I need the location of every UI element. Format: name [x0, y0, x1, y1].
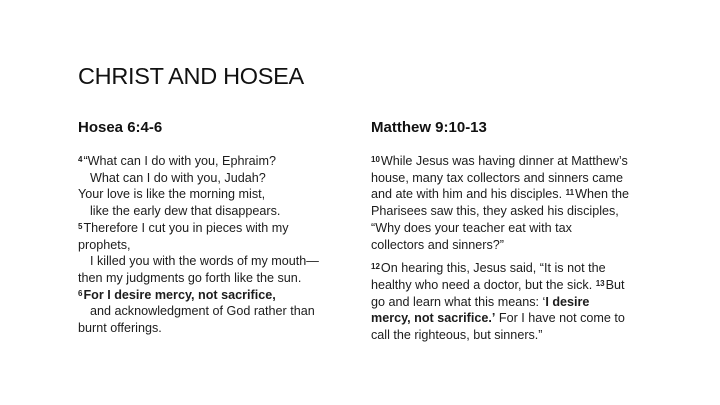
- passage-line: [371, 186, 656, 203]
- emphasis-text: I desire: [545, 294, 590, 309]
- passage-text: Your love is like the morning mist,: [78, 187, 266, 202]
- hosea-column: [78, 119, 348, 337]
- verse-number: 13: [595, 278, 605, 288]
- slide-title: CHRIST AND HOSEA: [78, 63, 304, 89]
- verse-number: 6: [78, 288, 83, 298]
- passage-line: [78, 220, 348, 237]
- passage-text: While Jesus was having dinner at Matthew’s: [380, 154, 628, 168]
- passage-line: [78, 153, 348, 170]
- passage-line: [371, 277, 656, 294]
- passage-text: go and learn what this means: ‘: [371, 294, 546, 309]
- matthew-paragraph-1: [371, 153, 656, 253]
- verse-number: 4: [78, 155, 83, 164]
- passage-text: collectors and sinners?”: [371, 237, 504, 252]
- passage-line: [78, 237, 348, 254]
- passage-text: Therefore I cut you in pieces with my: [83, 220, 289, 235]
- passage-text: When the: [575, 187, 629, 202]
- verse-number: 11: [565, 188, 575, 198]
- passage-text: For I have not come to: [495, 311, 625, 326]
- passage-line: [78, 270, 348, 287]
- passage-line: [371, 260, 656, 277]
- passage-line: [371, 294, 656, 311]
- passage-line: [371, 327, 656, 344]
- passage-line: [78, 253, 348, 270]
- passage-text: healthy who need a doctor, but the sick.: [371, 277, 593, 292]
- verse-number: 10: [371, 155, 380, 164]
- passage-text: What can I do with you, Judah?: [90, 170, 266, 185]
- passage-line: [371, 153, 656, 170]
- passage-text: like the early dew that disappears.: [90, 204, 281, 219]
- passage-text: then my judgments go forth like the sun.: [78, 270, 302, 285]
- passage-line: [371, 170, 656, 187]
- passage-line: [371, 310, 656, 327]
- passage-text: But: [605, 277, 625, 292]
- passage-text: call the righteous, but sinners.”: [371, 328, 543, 343]
- passage-text: On hearing this, Jesus said, “It is not the: [380, 261, 606, 276]
- passage-text: and acknowledgment of God rather than: [90, 304, 315, 319]
- passage-line: [371, 220, 656, 237]
- matthew-column: [371, 119, 656, 344]
- passage-line: [78, 203, 348, 220]
- hosea-heading: Hosea 6:4-6: [78, 119, 163, 136]
- passage-text: I killed you with the words of my mouth—: [90, 254, 319, 269]
- emphasis-text: mercy, not sacrifice.’: [371, 311, 496, 326]
- matthew-heading: Matthew 9:10-13: [371, 119, 487, 136]
- matthew-paragraph-2: [371, 260, 656, 344]
- passage-line: [371, 203, 656, 220]
- passage-text: and ate with him and his disciples.: [371, 187, 563, 202]
- passage-line: [78, 287, 348, 304]
- passage-line: [78, 186, 348, 203]
- verse-number: 12: [371, 262, 380, 272]
- passage-line: [371, 237, 656, 254]
- passage-text: burnt offerings.: [78, 321, 162, 336]
- passage-text: house, many tax collectors and sinners came: [371, 170, 623, 185]
- passage-line: [78, 170, 348, 187]
- passage-line: [78, 303, 348, 320]
- passage-line: [78, 320, 348, 337]
- passage-text: Pharisees saw this, they asked his disciples,: [371, 204, 619, 219]
- verse-number: 5: [78, 221, 83, 231]
- passage-text: prophets,: [78, 237, 131, 252]
- emphasis-text: For I desire mercy, not sacrifice,: [83, 287, 276, 302]
- hosea-passage: [78, 153, 348, 337]
- passage-text: “Why does your teacher eat with tax: [371, 220, 572, 235]
- passage-text: “What can I do with you, Ephraim?: [83, 154, 276, 168]
